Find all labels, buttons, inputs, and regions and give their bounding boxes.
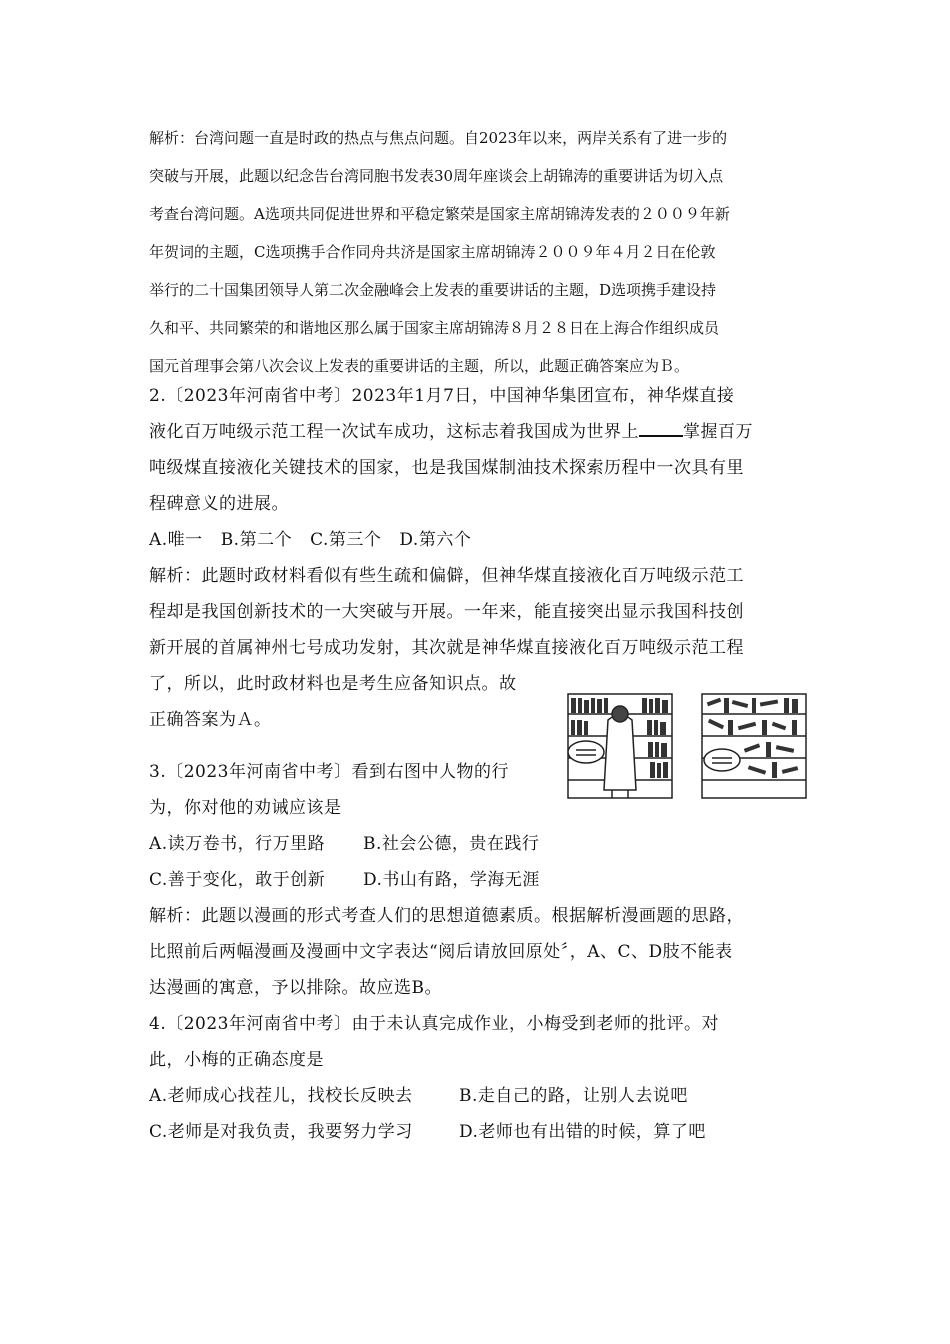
q4-option-a: A.老师成心找茬儿，找校长反映去 (149, 1086, 413, 1106)
q3-analysis-line: 达漫画的寓意，予以排除。故应选B。 (149, 978, 442, 998)
q4-options-row (149, 1114, 809, 1150)
q3-option-b: B.社会公德，贵在践行 (363, 834, 540, 854)
q2-line (149, 414, 809, 450)
answer-blank (639, 419, 683, 437)
q1-analysis-line: 突破与开展，此题以纪念告台湾同胞书发表30周年座谈会上胡锦涛的重要讲话为切入点 (149, 167, 724, 185)
q4-question (149, 1006, 809, 1150)
q1-analysis-line: 举行的二十国集团领导人第二次金融峰会上发表的重要讲话的主题，D选项携手建设持 (149, 281, 717, 299)
q1-analysis-line: 解析：台湾问题一直是时政的热点与焦点问题。自2023年以来，两岸关系有了进一步的 (149, 129, 728, 147)
q3-line: 为，你对他的劝诫应该是 (149, 798, 342, 818)
q3-analysis-line: 比照前后两幅漫画及漫画中文字表达“阅后请放回原处〞，A、C、D肢不能表 (149, 942, 733, 962)
q4-option-b: B.走自己的路，让别人去说吧 (459, 1086, 688, 1106)
q2-option-d: D.第六个 (399, 530, 472, 550)
q4-options-row (149, 1078, 809, 1114)
q1-analysis-line: 国元首理事会第八次会议上发表的重要讲话的主题，所以，此题正确答案应为Ｂ。 (149, 357, 690, 375)
q3-option-a: A.读万卷书，行万里路 (149, 834, 326, 854)
q2-line: 2.〔2023年河南省中考〕2023年1月7日，中国神华集团宣布，神华煤直接 (149, 386, 735, 406)
q2-option-c: C.第三个 (310, 530, 382, 550)
q2-option-b: B.第二个 (220, 530, 293, 550)
q1-analysis (149, 120, 809, 385)
q1-analysis-line: 考查台湾问题。A选项共同促进世界和平稳定繁荣是国家主席胡锦涛发表的２００９年新 (149, 205, 730, 223)
q2-line2-b: 掌握百万 (683, 422, 753, 442)
q4-option-d: D.老师也有出错的时候，算了吧 (459, 1122, 706, 1142)
q3-line: 3.〔2023年河南省中考〕看到右图中人物的行 (149, 762, 509, 782)
q3-option-d: D.书山有路，学海无涯 (363, 870, 540, 890)
bookshelf-right (702, 694, 806, 798)
q3-options-row (149, 826, 809, 862)
q4-option-c: C.老师是对我负责，我要努力学习 (149, 1122, 413, 1142)
q3-analysis-line: 解析：此题以漫画的形式考查人们的思想道德素质。根据解析漫画题的思路， (149, 906, 744, 926)
q2-analysis-line: 新开展的首属神州七号成功发射，其次就是神华煤直接液化百万吨级示范工程 (149, 638, 744, 658)
q1-analysis-line: 久和平、共同繁荣的和谐地区那么属于国家主席胡锦涛８月２８日在上海合作组织成员 (149, 319, 720, 337)
q2-line: 吨级煤直接液化关键技术的国家，也是我国煤制油技术探索历程中一次具有里 (149, 458, 744, 478)
q2-question (149, 378, 809, 738)
q2-analysis-line: 程却是我国创新技术的一大突破与开展。一年来，能直接突出显示我国科技创 (149, 602, 744, 622)
q1-analysis-line: 年贺词的主题，C选项携手合作同舟共济是国家主席胡锦涛２００９年４月２日在伦敦 (149, 243, 716, 261)
bookshelf-left (568, 694, 672, 798)
q2-line: 程碑意义的进展。 (149, 494, 289, 514)
q4-line: 4.〔2023年河南省中考〕由于未认真完成作业，小梅受到老师的批评。对 (149, 1014, 719, 1034)
q4-line: 此，小梅的正确态度是 (149, 1050, 324, 1070)
q3-options-row (149, 862, 809, 898)
q2-analysis-line: 了，所以，此时政材料也是考生应备知识点。故 (149, 674, 517, 694)
q2-option-a: A.唯一 (149, 530, 203, 550)
q2-line2-a: 液化百万吨级示范工程一次试车成功，这标志着我国成为世界上 (149, 422, 639, 442)
bookshelf-cartoon (562, 690, 812, 802)
q2-analysis-line: 解析：此题时政材料看似有些生疏和偏僻，但神华煤直接液化百万吨级示范工 (149, 566, 744, 586)
q2-analysis-line: 正确答案为Ａ。 (149, 710, 272, 730)
q3-option-c: C.善于变化，敢于创新 (149, 870, 326, 890)
q2-options (149, 522, 809, 558)
